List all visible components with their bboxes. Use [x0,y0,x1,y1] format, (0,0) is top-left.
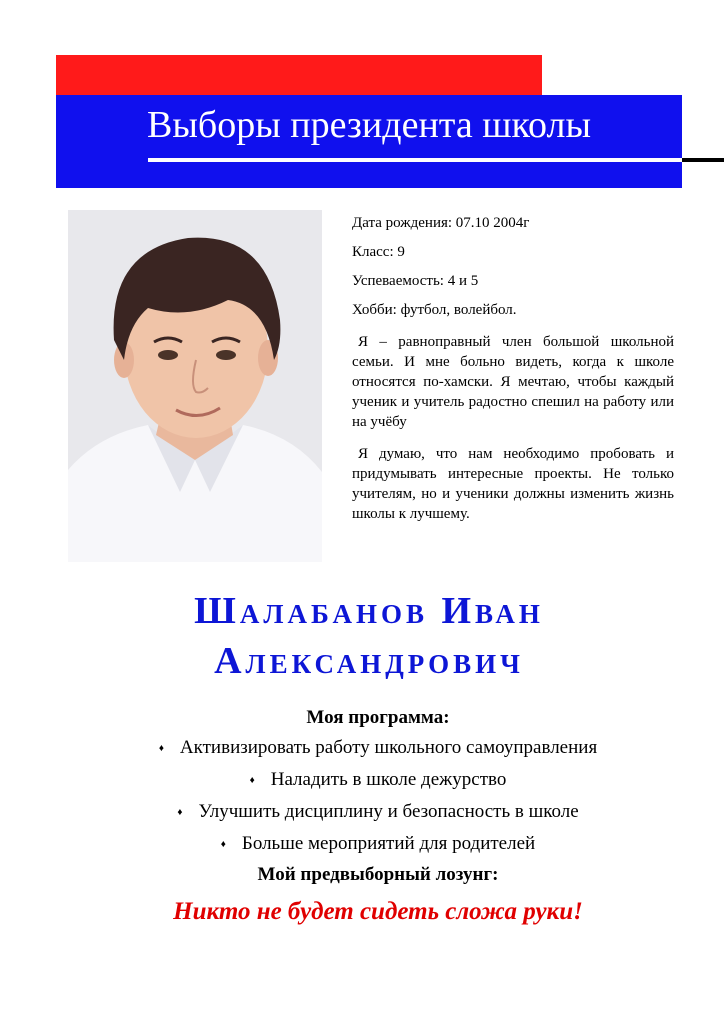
list-item: ♦ Наладить в школе дежурство [249,769,507,790]
class-info: Класс: 9 [352,244,405,260]
header-red-bar [56,55,542,95]
statement-paragraph-1: Я – равноправный член большой школьной семьи. И мне больно видеть, когда к школе относятся по-хамски. Я мечтаю, чтобы каждый ученик и учитель радостно спешил на работу или на учёбу [352,334,674,430]
program-section [40,704,716,932]
list-item: ♦ Активизировать работу школьного самоуправления [158,737,598,758]
diamond-bullet-icon: ♦ [220,839,226,850]
diamond-bullet-icon: ♦ [249,775,255,786]
list-item: ♦ Больше мероприятий для родителей [220,833,536,854]
candidate-name-line-1: Шалабанов Иван [194,590,544,632]
candidate-info [352,213,674,533]
slogan-text: Никто не будет сидеть сложа руки! [173,898,583,925]
title-underline-black [682,158,724,162]
grades-info: Успеваемость: 4 и 5 [352,273,479,289]
title-underline [148,158,682,162]
birth-date: Дата рождения: 07.10 2004г [352,215,530,231]
candidate-photo [68,210,322,562]
candidate-name [56,586,682,686]
candidate-name-line-2: Александрович [214,640,524,682]
page-title: Выборы президента школы [146,104,591,146]
boy-portrait-icon [68,210,322,562]
diamond-bullet-icon: ♦ [177,807,183,818]
list-item: ♦ Улучшить дисциплину и безопасность в школе [177,801,579,822]
diamond-bullet-icon: ♦ [158,743,164,754]
hobby-info: Хобби: футбол, волейбол. [352,302,517,318]
program-heading: Моя программа: [306,707,450,728]
slogan-heading: Мой предвыборный лозунг: [257,864,499,885]
statement-paragraph-2: Я думаю, что нам необходимо пробовать и придумывать интересные проекты. Не только учителям, но и ученики должны изменить жизнь школы к лучшему. [352,446,674,522]
